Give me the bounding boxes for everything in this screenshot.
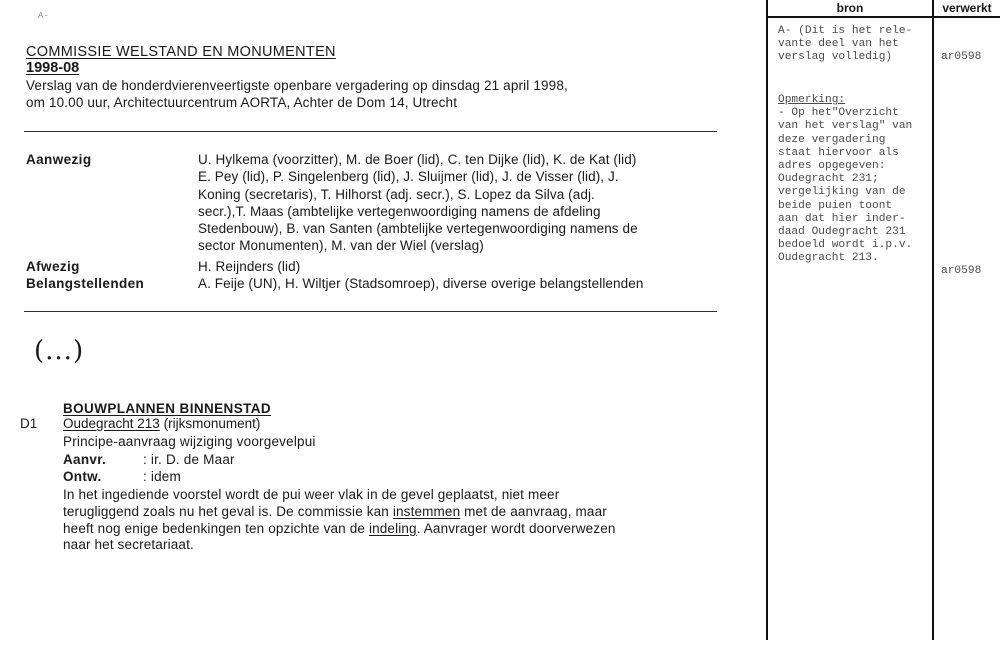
absent-line: H. Reijnders (lid) (198, 259, 301, 274)
divider (24, 311, 717, 312)
designer-label: Ontw. (63, 469, 102, 484)
omission-marker: (...) (34, 336, 85, 366)
column-header-processed: verwerkt (942, 1, 992, 15)
table-border-left (766, 0, 768, 640)
present-line: sector Monumenten), M. van der Wiel (verslag) (198, 238, 484, 254)
body-underlined: indeling (368, 520, 417, 536)
applicant-label: Aanvr. (63, 452, 107, 467)
body-line (63, 504, 743, 521)
source-note: A- (Dit is het rele- vante deel van het verslag volledig) (778, 25, 913, 64)
table-header-rule (766, 16, 1000, 18)
body-line (63, 521, 743, 538)
document-number: 1998-08 (26, 60, 80, 76)
stakeholders-label: Belangstellenden (26, 276, 145, 291)
present-label: Aanwezig (26, 152, 92, 167)
intro-line: Verslag van de honderdvierenveertigste openbare vergadering op dinsdag 21 april 1998, (26, 78, 568, 93)
body-text: . Aanvrager wordt doorverwezen (416, 520, 616, 536)
remark-note (778, 94, 912, 266)
remark-label: Opmerking: (778, 94, 846, 106)
remark-text: - Op het"Overzicht van het verslag" van deze vergadering staat hiervoor als adres opgegeven: Oudegracht 231; vergelijking van de beide puien toont aan dat hier inder- daad Oudegracht 231 bedoeld wordt i.p.v. Oudegracht 213. (778, 107, 913, 265)
document-title: COMMISSIE WELSTAND EN MONUMENTEN (26, 44, 336, 60)
item-subject: Principe-aanvraag wijziging voorgevelpui (63, 434, 316, 449)
item-body (63, 487, 743, 554)
designer-value: : idem (143, 469, 181, 484)
intro-line: om 10.00 uur, Architectuurcentrum AORTA, Achter de Dom 14, Utrecht (26, 95, 458, 110)
body-line: naar het secretariaat. (63, 537, 194, 553)
absent-label: Afwezig (26, 259, 80, 274)
address-note: (rijksmonument) (163, 416, 261, 431)
present-line: U. Hylkema (voorzitter), M. de Boer (lid), C. ten Dijke (lid), K. de Kat (lid) (198, 152, 637, 167)
applicant-value: : ir. D. de Maar (143, 452, 235, 467)
present-line: secr.),T. Maas (ambtelijke vertegenwoordiging namens de afdeling (198, 203, 601, 219)
section-title: BOUWPLANNEN BINNENSTAD (63, 401, 272, 416)
divider (24, 131, 717, 132)
stakeholders-line: A. Feije (UN), H. Wiltjer (Stadsomroep), diverse overige belangstellenden (198, 276, 644, 291)
table-border-middle (932, 0, 934, 640)
page-marker: A- (38, 11, 49, 21)
present-line: Koning (secretaris), T. Hilhorst (adj. secr.), S. Lopez da Silva (adj. (198, 186, 595, 202)
body-line: In het ingediende voorstel wordt de pui weer vlak in de gevel geplaatst, niet meer (63, 487, 560, 502)
body-text: terugliggend zoals nu het geval is. De commissie kan (63, 503, 393, 519)
absent-value (198, 258, 728, 275)
present-line: Stedenbouw), B. van Santen (ambtelijke vertegenwoordiging namens de (198, 221, 638, 237)
body-text: heeft nog enige bedenkingen ten opzichte van de (63, 520, 369, 536)
body-text: met de aanvraag, maar (460, 503, 607, 519)
address-text: Oudegracht 213 (63, 416, 160, 431)
present-list (198, 151, 728, 255)
stakeholders-value (198, 275, 728, 292)
item-code: D1 (20, 416, 38, 431)
processed-code: ar0598 (941, 265, 982, 277)
processed-code: ar0598 (941, 51, 982, 63)
item-address (63, 416, 260, 431)
present-line: E. Pey (lid), P. Singelenberg (lid), J. Sluijmer (lid), J. de Visser (lid), J. (198, 169, 619, 185)
body-underlined: instemmen (392, 503, 461, 519)
column-header-source: bron (836, 1, 864, 15)
